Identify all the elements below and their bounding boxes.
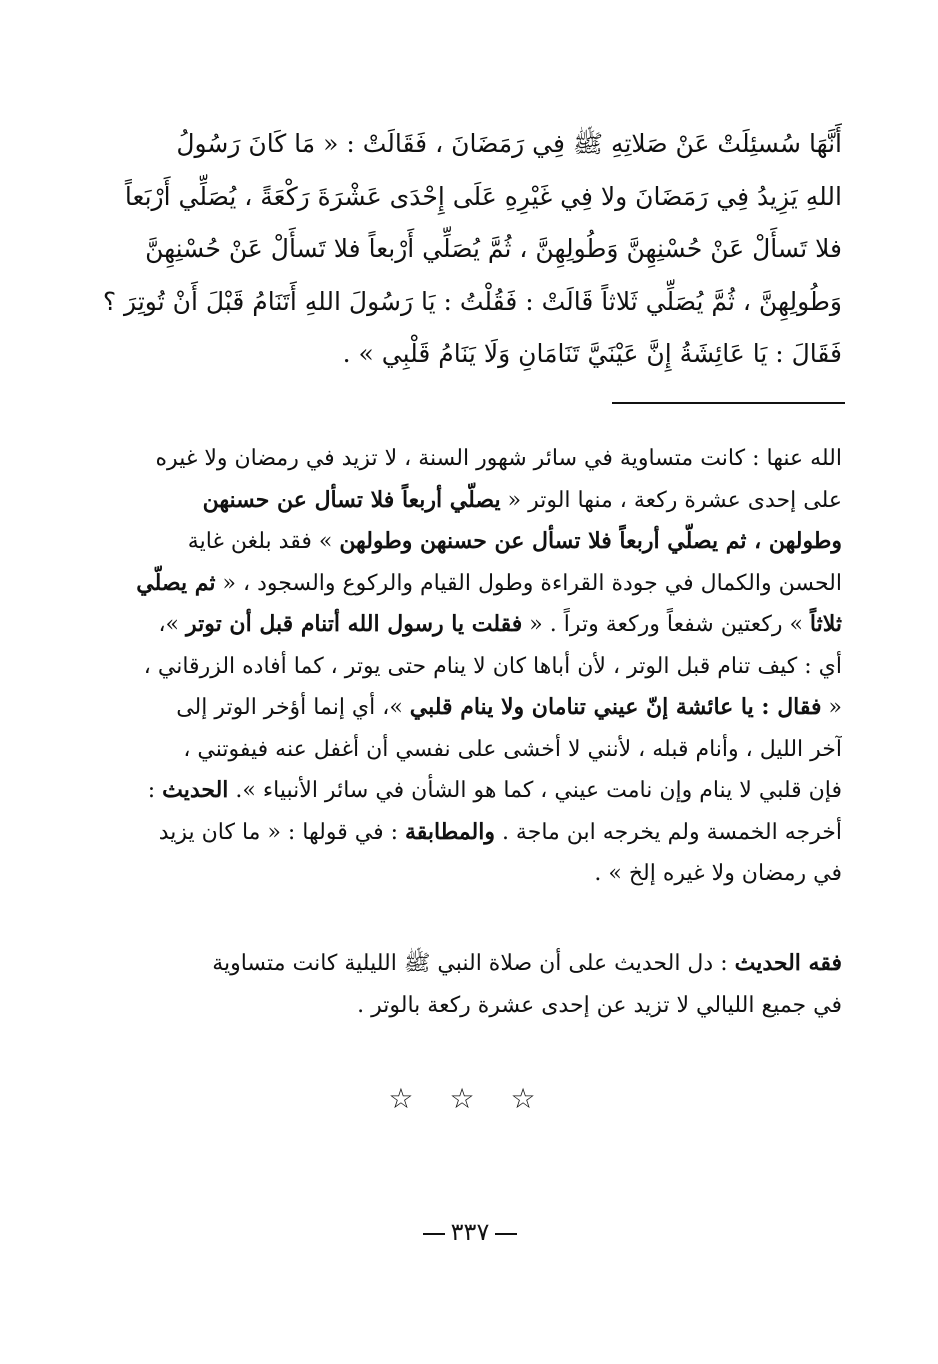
commentary-line-5 [100, 604, 842, 646]
commentary-text [100, 438, 842, 895]
hadith-line-4: وَطُولِهِنَّ ، ثُمَّ يُصَلِّي ثَلاثاً قَالَتْ : فَقُلْتُ : يَا رَسُولَ اللهِ أَتَنَامُ قَبْلَ أَنْ تُوتِرَ ؟ [102, 286, 842, 316]
commentary-text-segment: : في قولها : « ما كان يزيد [158, 819, 405, 845]
commentary-line-4 [100, 563, 842, 605]
star-ornament-icon: ☆☆☆ [388, 1082, 572, 1115]
commentary-bold-quote: فقلت يا رسول الله أتنام قبل أن توتر [186, 611, 523, 637]
page-number [370, 1218, 570, 1246]
fiqh-section [100, 942, 842, 1027]
commentary-text-segment: »، [158, 612, 186, 637]
commentary-text-segment: أخرجه الخمسة ولم يخرجه ابن ماجة . [494, 819, 842, 845]
hadith-text [100, 118, 842, 381]
commentary-text-segment: في رمضان ولا غيره إلخ » . [594, 861, 842, 886]
dash-right [423, 1233, 445, 1235]
commentary-line-6 [100, 646, 842, 688]
commentary-text-segment: »، أي إنما أؤخر الوتر إلى [176, 695, 410, 720]
commentary-line-8 [100, 729, 842, 771]
commentary-line-7 [100, 687, 842, 729]
commentary-bold-quote: يصلّي أربعاً فلا تسأل عن حسنهن [202, 486, 501, 513]
commentary-line-3 [100, 521, 842, 563]
commentary-text-segment: : [147, 778, 163, 803]
commentary-bold-quote: وطولهن ، ثم يصلّي أربعاً فلا تسأل عن حسنهن وطولهن [339, 528, 842, 554]
commentary-text-segment: « [821, 695, 842, 720]
hadith-line-2: اللهِ يَزِيدُ فِي رَمَضَانَ ولا فِي غَيْرِهِ عَلَى إِحْدَى عَشْرَةَ رَكْعَةً ، يُصَلِّي أَرْبَعاً [124, 181, 842, 211]
fiqh-heading: فقه الحديث [734, 950, 842, 976]
hadith-line-3: فلا تَسأَلْ عَنْ حُسْنِهِنَّ وَطُولِهِنَّ ، ثُمَّ يُصَلِّي أَرْبعاً فلا تَسأَلْ عَنْ حُسْنِهِنَّ [145, 234, 842, 263]
fiqh-text-segment: في جميع الليالي لا تزيد عن إحدى عشرة ركعة بالوتر . [357, 993, 842, 1018]
commentary-bold-term: والمطابقة [404, 818, 495, 845]
commentary-text-segment: الله عنها : كانت متساوية في سائر شهور السنة ، لا تزيد في رمضان ولا غيره [155, 446, 842, 471]
hadith-line-5: فَقَالَ : يَا عَائِشَةُ إِنَّ عَيْنَيَّ تَنَامَانِ وَلَا يَنَامُ قَلْبِي » . [342, 339, 842, 368]
commentary-text-segment: أي : كيف تنام قبل الوتر ، لأن أباها كان لا ينام حتى يوتر ، كما أفاده الزرقاني ، [143, 653, 842, 679]
commentary-text-segment: على إحدى عشرة ركعة ، منها الوتر « [500, 487, 842, 513]
commentary-bold-quote: فقال : يا عائشة إنّ عيني تنامان ولا ينام قلبي [409, 694, 822, 720]
commentary-bold-quote: ثلاثاً [809, 611, 842, 637]
commentary-line-2 [100, 480, 842, 522]
commentary-line-1 [100, 438, 842, 480]
commentary-line-9 [100, 770, 842, 812]
commentary-text-segment: الحسن والكمال في جودة القراءة وطول القيام والركوع والسجود ، « [215, 570, 842, 596]
dash-left [495, 1233, 517, 1235]
section-divider [612, 402, 845, 404]
fiqh-text-segment: : دل الحديث على أن صلاة النبي ﷺ الليلية كانت متساوية [212, 951, 735, 976]
commentary-text-segment: فإن قلبي لا ينام وإن نامت عيني ، كما هو الشأن في سائر الأنبياء ». [228, 778, 842, 803]
commentary-bold-term: الحديث [162, 777, 229, 803]
commentary-line-10 [100, 812, 842, 854]
fiqh-line-1 [100, 942, 842, 985]
commentary-text-segment: » فقد بلغن غاية [187, 529, 340, 554]
page-number-value: ٣٣٧ [450, 1218, 490, 1246]
fiqh-line-2 [100, 985, 842, 1027]
commentary-line-11 [100, 853, 842, 895]
commentary-text-segment: آخر الليل ، وأنام قبله ، لأنني لا أخشى على نفسي أن أغفل عنه فيفوتني ، [183, 736, 842, 762]
commentary-text-segment: » ركعتين شفعاً وركعة وتراً . « [522, 612, 810, 637]
commentary-bold-quote: ثم يصلّي [136, 569, 216, 596]
hadith-line-1: أَنَّهَا سُسئِلَتْ عَنْ صَلاتِهِ ﷺ فِي رَمَضَانَ ، فَقَالَتْ : « مَا كَانَ رَسُولُ [176, 129, 842, 158]
